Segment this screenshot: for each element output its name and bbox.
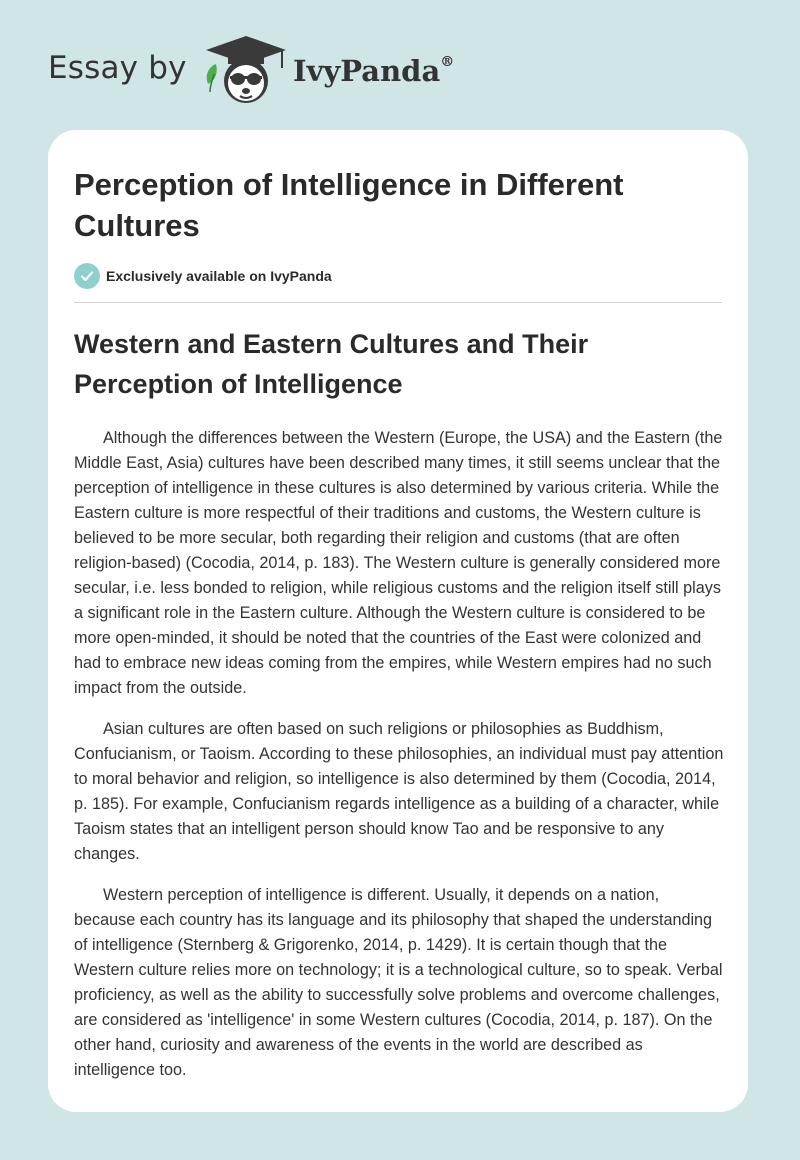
essay-card: [48, 130, 748, 1112]
exclusive-label: Exclusively available on IvyPanda: [106, 268, 332, 284]
section-heading: Western and Eastern Cultures and Their Perception of Intelligence: [74, 329, 589, 399]
check-icon: [74, 263, 100, 289]
panda-logo-icon[interactable]: [200, 34, 292, 106]
divider: [74, 302, 722, 303]
site-header: [0, 0, 800, 120]
paragraph: Asian cultures are often based on such religions or philosophies as Buddhism, Confucianism, or Taoism. According to these philosophies, an individual must pay attention to moral behavior and religion, so intelligence is also determined by them (Cocodia, 2014, p. 185). For example, Confucianism regards intelligence as a building of a character, while Taoism states that an intelligent person should know Tao and be responsive to any changes.: [74, 720, 724, 863]
page-title: Perception of Intelligence in Different Cultures: [74, 167, 624, 243]
exclusive-badge: [74, 263, 332, 289]
paragraph: Although the differences between the Western (Europe, the USA) and the Eastern (the Middle East, Asia) cultures have been described many times, it still seems unclear that the perception of intelligence in these cultures is also determined by various criteria. While the Eastern culture is more respectful of their traditions and customs, the Western culture is believed to be more secular, both regarding their religion and customs (that are often religion-based) (Cocodia, 2014, p. 183). The Western culture is generally considered more secular, i.e. less bonded to religion, while religious customs and the religion itself still plays a significant role in the Eastern culture. Although the Western culture is considered to be more open-minded, it should be noted that the countries of the East were colonized and had to embrace new ideas coming from the empires, while Western empires had no such impact from the outside.: [74, 429, 723, 697]
essay-by-label: Essay by: [48, 50, 187, 86]
paragraph: Western perception of intelligence is different. Usually, it depends on a nation, because each country has its language and its philosophy that shaped the understanding of intelligence (Sternberg & Grigorenko, 2014, p. 1429). It is certain though that the Western culture relies more on technology; it is a technological culture, so to speak. Verbal proficiency, as well as the ability to successfully solve problems and overcome challenges, are considered as 'intelligence' in some Western cultures (Cocodia, 2014, p. 187). On the other hand, curiosity and awareness of the events in the world are described as intelligence too.: [74, 886, 723, 1079]
leaf-icon: [207, 64, 217, 92]
essay-body: [74, 426, 724, 1099]
registered-mark: ®: [440, 54, 455, 71]
brand-name[interactable]: IvyPanda®: [293, 54, 455, 88]
